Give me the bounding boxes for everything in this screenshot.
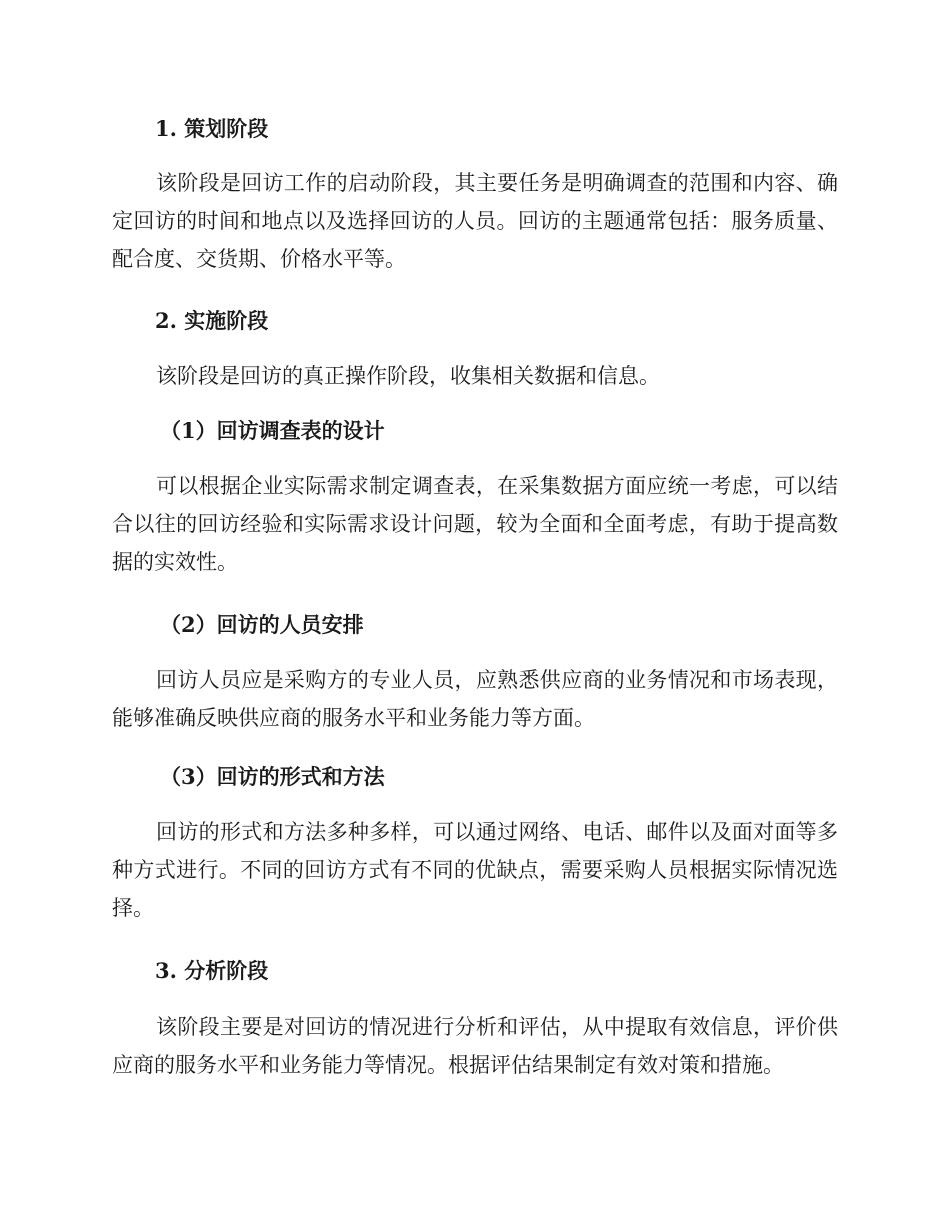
subheading-survey-design: （1）回访调查表的设计 <box>160 418 385 443</box>
section-heading-planning: 1. 策划阶段 <box>155 116 269 141</box>
paragraph-analysis: 该阶段主要是对回访的情况进行分析和评估，从中提取有效信息，评价供应商的服务水平和业务能力等情况。根据评估结果制定有效对策和措施。 <box>112 1015 838 1077</box>
subheading-forms-methods: （3）回访的形式和方法 <box>160 764 385 789</box>
paragraph-planning: 该阶段是回访工作的启动阶段，其主要任务是明确调查的范围和内容、确定回访的时间和地点以及选择回访的人员。回访的主题通常包括：服务质量、配合度、交货期、价格水平等。 <box>112 171 838 271</box>
paragraph-survey-design: 可以根据企业实际需求制定调查表，在采集数据方面应统一考虑，可以结合以往的回访经验和实际需求设计问题，较为全面和全面考虑，有助于提高数据的实效性。 <box>112 474 838 574</box>
subheading-staff-arrangement: （2）回访的人员安排 <box>160 612 364 637</box>
section-heading-implementation: 2. 实施阶段 <box>155 308 269 333</box>
paragraph-staff-arrangement: 回访人员应是采购方的专业人员，应熟悉供应商的业务情况和市场表现，能够准确反映供应商的服务水平和业务能力等方面。 <box>112 668 838 730</box>
section-heading-analysis: 3. 分析阶段 <box>155 958 269 983</box>
paragraph-forms-methods: 回访的形式和方法多种多样，可以通过网络、电话、邮件以及面对面等多种方式进行。不同的回访方式有不同的优缺点，需要采购人员根据实际情况选择。 <box>112 820 838 920</box>
paragraph-implementation: 该阶段是回访的真正操作阶段，收集相关数据和信息。 <box>156 364 660 388</box>
